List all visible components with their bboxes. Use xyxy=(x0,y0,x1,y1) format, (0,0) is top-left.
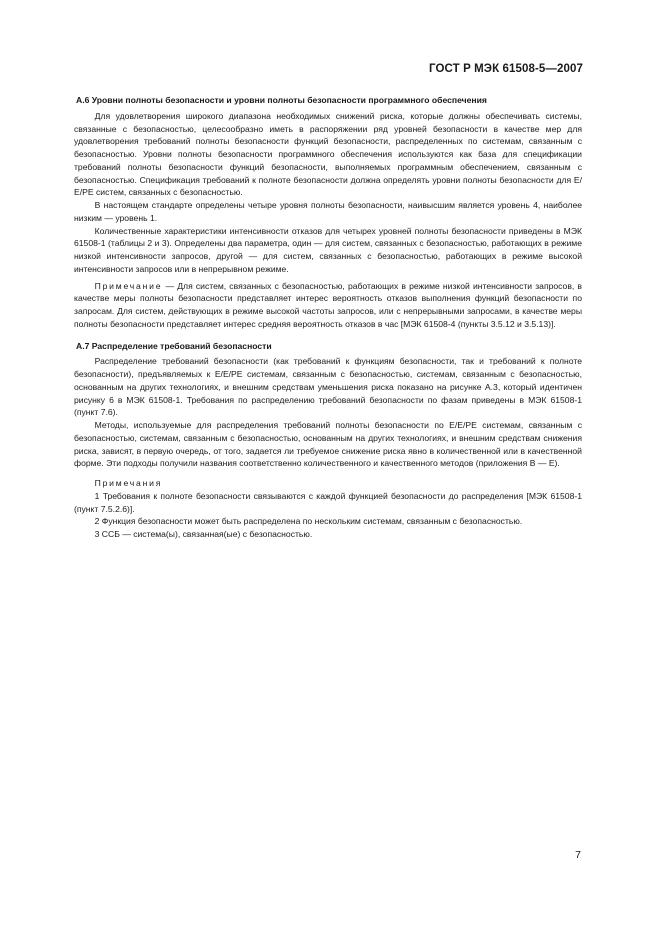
section-a6-paragraph-3: Количественные характеристики интенсивности отказов для четырех уровней полноты безопасности приведены в МЭК 61508-1 (таблицы 2 и 3). Определены два параметра, один — для систем, связанных с безопасностью, работающих в режиме низкой интенсивности запросов, другой — для систем, связанных с безопасностью, работающих в режиме высокой интенсивности запросов или в непрерывном режиме. xyxy=(74,225,582,274)
standard-header: ГОСТ Р МЭК 61508-5—2007 xyxy=(429,63,583,75)
page-number: 7 xyxy=(575,849,581,861)
note-item-3: 3 ССБ — система(ы), связанная(ые) с безопасностью. xyxy=(94,529,313,539)
section-a7-title: А.7 Распределение требований безопасности xyxy=(76,340,272,351)
note-label: Примечание xyxy=(94,280,163,291)
note-text: — Для систем, связанных с безопасностью, работающих в режиме низкой интенсивности запросов, в качестве меры полноты безопасности представляет интерес вероятность отказов выполнения функций безопасности по запросам. Для систем, действующих в режиме высокой частоты запросов, или с непрерывными запросами, в качестве меры полноты безопасности представляет интерес средняя вероятность отказов в час [МЭК 61508-4 (пункты 3.5.12 и 3.5.13)]. xyxy=(74,280,582,329)
note-item-2: 2 Функция безопасности может быть распределена по нескольким системам, связанным с безопасностью. xyxy=(94,516,523,527)
section-a6-title: А.6 Уровни полноты безопасности и уровни полноты безопасности программного обеспечения xyxy=(76,95,487,105)
note-item-1: 1 Требования к полноте безопасности связываются с каждой функцией безопасности до распределения [МЭК 61508-1 (пункт 7.5.2.6)]. xyxy=(74,490,582,514)
page-content xyxy=(74,94,582,541)
section-a7-paragraph-1: Распределение требований безопасности (как требований к функциям безопасности, так и требований к полноте безопасности), предъявляемых к Е/Е/РЕ системам, связанным с безопасностью, системам, связанным с безопасностью, основанным на других технологиях, и внешним средствам уменьшения риска показано на рисунке А.3, который идентичен рисунку 6 в МЭК 61508-1. Требования по распределению требований безопасности по фазам приведены в МЭК 61508-1 (пункт 7.6). xyxy=(74,356,582,418)
section-a6-note xyxy=(74,280,582,331)
section-a6-paragraph-2: В настоящем стандарте определены четыре уровня полноты безопасности, наивысшим является уровень 4, наиболее низким — уровень 1. xyxy=(74,200,582,223)
section-a7-paragraph-2: Методы, используемые для распределения требований полноты безопасности по Е/Е/РЕ системам, связанным с безопасностью, системам, связанным с безопасностью, основанным на других технологиях, и внешним средствам снижения риска, зависят, в первую очередь, от того, задается ли требуемое снижение риска явно в количественной или в качественной форме. Эти подходы получили названия соответственно количественного и качественного методов (приложения В — Е). xyxy=(74,420,582,469)
notes-label: Примечания xyxy=(94,478,163,488)
section-a6-paragraph-1: Для удовлетворения широкого диапазона необходимых снижений риска, которые должны обеспечивать системы, связанные с безопасностью, целесообразно иметь в распоряжении ряд уровней безопасности в качестве мер для удовлетворения требований полноты безопасности функций безопасности, распределенных по системам, связанным с безопасностью. Уровни полноты безопасности программного обеспечения используются как база для спецификации требований полноты безопасности функций безопасности, выполняемых программным обеспечением, связанным с безопасностью. Спецификация требований к полноте безопасности должна определять уровни полноты безопасности для Е/Е/РЕ систем, связанных с безопасностью. xyxy=(74,110,582,198)
